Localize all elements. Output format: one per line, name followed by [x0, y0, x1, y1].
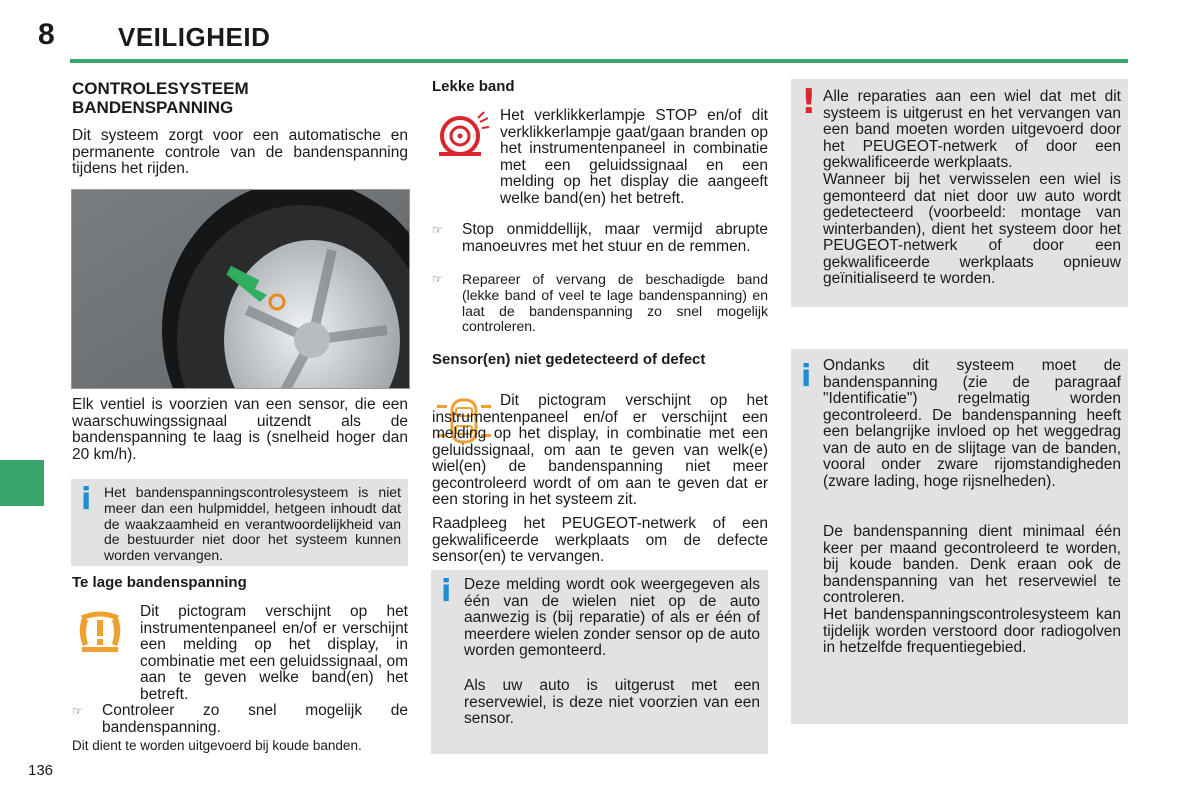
info-icon: i	[81, 482, 92, 517]
sensor-defect-text: Dit pictogram verschijnt op het instrumentenpaneel en/of er verschijnt een melding op het display, in combinatie met een geluidssignaal, om aan te geven van welk(e) wiel(en) de bandenspanning niet meer gecontroleerd wordt of om aan te geven dat er een storing in het systeem zit.	[432, 392, 768, 508]
info-box-paragraph-1: Deze melding wordt ook weergegeven als één van de wielen niet op de auto aanwezig is (bij reparatie) of als er één of meerdere wielen zonder sensor op de auto worden gemonteerd.	[464, 576, 760, 659]
pointing-hand-icon: ☞	[72, 704, 83, 718]
flat-tyre-title: Lekke band	[432, 78, 515, 95]
info-box-regular-check	[791, 349, 1128, 724]
wheel-illustration	[72, 190, 409, 388]
info-box-paragraph-2: Als uw auto is uitgerust met een reservewiel, is deze niet voorzien van een sensor.	[464, 677, 760, 727]
low-pressure-title: Te lage bandenspanning	[72, 574, 247, 591]
chapter-tab-marker	[0, 460, 44, 506]
info-paragraph-1: Ondanks dit systeem moet de bandenspanning (zie de paragraaf "Identificatie") regelmatig worden gecontroleerd. De bandenspanning heeft een belangrijke invloed op het weggedrag van de auto en de slijtage van de banden, vooral onder zware rijomstandigheden (zware lading, hoge rijsnelheden).	[823, 357, 1121, 490]
flat-tyre-warning-icon	[434, 108, 492, 160]
low-pressure-bullet	[72, 703, 408, 736]
info-box-driver-responsibility	[71, 479, 408, 566]
sensor-defect-title: Sensor(en) niet gedetecteerd of defect	[432, 351, 706, 368]
flat-tyre-bullet-1-text: Stop onmiddellijk, maar vermijd abrupte manoeuvres met het stuur en de remmen.	[462, 221, 768, 255]
tyre-valve-photo	[71, 189, 410, 389]
info-icon: i	[801, 359, 812, 394]
sensor-defect-text-2: Raadpleeg het PEUGEOT-netwerk of een gekwalificeerde werkplaats om de defecte sensor(en) te vervangen.	[432, 515, 768, 565]
warning-box-repairs	[791, 79, 1128, 307]
info-paragraph-2: De bandenspanning dient minimaal één keer per maand gecontroleerd te worden, bij koude banden. Denk eraan ook de bandenspanning van het reservewiel te controleren.	[823, 523, 1121, 606]
info-paragraph-3: Het bandenspanningscontrolesysteem kan tijdelijk worden verstoord door radiogolven in hetzelfde frequentiegebied.	[823, 606, 1121, 656]
low-pressure-bullet-text: Controleer zo snel mogelijk de bandenspanning.	[102, 702, 408, 736]
pointing-hand-icon: ☞	[432, 272, 443, 286]
header-divider	[70, 59, 1128, 63]
intro-paragraph: Dit systeem zorgt voor een automatische en permanente controle van de bandenspanning tijdens het rijden.	[72, 127, 408, 177]
chapter-title: VEILIGHEID	[118, 22, 271, 52]
section-title: CONTROLESYSTEEM BANDENSPANNING	[72, 79, 249, 117]
flat-tyre-text: Het verklikkerlampje STOP en/of dit verklikkerlampje gaat/gaan branden op het instrumentenpaneel in combinatie met een geluidssignaal en een melding op het display die aangeeft welke band(en) het betreft.	[500, 107, 768, 207]
warning-exclamation-icon: !	[801, 82, 817, 122]
sensor-paragraph: Elk ventiel is voorzien van een sensor, die een waarschuwingssignaal uitzendt als de bandenspanning te laag is (snelheid hoger dan 20 km/h).	[72, 396, 408, 463]
flat-tyre-bullet-2-text: Repareer of vervang de beschadigde band (lekke band of veel te lage bandenspanning) en laat de bandenspanning zo snel mogelijk controleren.	[462, 271, 768, 335]
chapter-number: 8	[38, 18, 55, 51]
info-box-missing-sensor	[431, 570, 768, 754]
low-pressure-text: Dit pictogram verschijnt op het instrumentenpaneel en/of er verschijnt een melding op het display, in combinatie met een geluidssignaal, om aan te geven welke band(en) het betreft.	[140, 603, 408, 703]
cold-tyres-note: Dit dient te worden uitgevoerd bij koude banden.	[72, 738, 362, 753]
page-number: 136	[28, 762, 54, 779]
flat-tyre-bullet-1	[432, 222, 768, 255]
warning-paragraph-2: Wanneer bij het verwisselen een wiel is gemonteerd dat niet door uw auto wordt gedetecteerd (voorbeeld: montage van winterbanden), dient het systeem door het PEUGEOT-netwerk of door een gekwalificeerde werkplaats opnieuw geïnitialiseerd te worden.	[823, 171, 1121, 287]
info-icon: i	[441, 574, 452, 609]
info-box-text: Het bandenspanningscontrolesysteem is niet meer dan een hulpmiddel, hetgeen inhoudt dat de waakzaamheid en verantwoordelijkheid van de bestuurder niet door het systeem kunnen worden vervangen.	[104, 484, 401, 564]
warning-paragraph-1: Alle reparaties aan een wiel dat met dit systeem is uitgerust en het vervangen van een band moeten worden uitgevoerd door het PEUGEOT-netwerk of door een gekwalificeerde werkplaats.	[823, 88, 1121, 171]
flat-tyre-bullet-2	[432, 272, 768, 335]
pointing-hand-icon: ☞	[432, 223, 443, 237]
low-pressure-warning-icon	[74, 604, 126, 656]
